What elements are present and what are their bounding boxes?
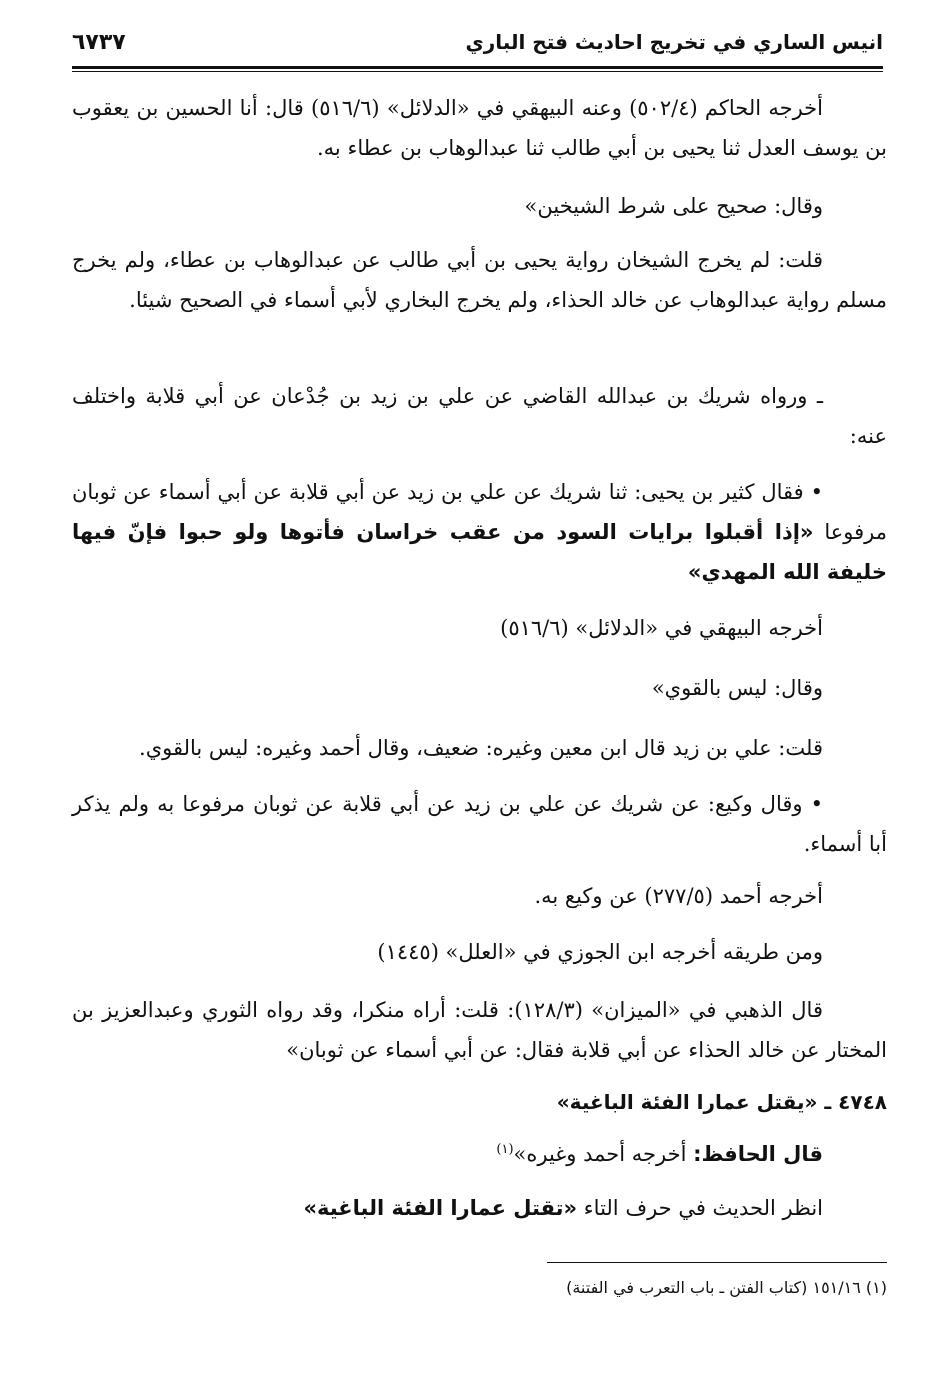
- paragraph-6: أخرجه البيهقي في «الدلائل» (٥١٦/٦): [500, 616, 823, 640]
- footnote-ref: (١): [496, 1142, 514, 1157]
- paragraph-14: [72, 1134, 887, 1174]
- header-title: انيس الساري في تخريج احاديث فتح الباري: [465, 30, 883, 54]
- paragraph-5-text: • فقال كثير بن يحيى: ثنا شريك عن علي بن زيد عن أبي قلابة عن أبي أسماء عن ثوبان مرفوعا: [72, 480, 887, 544]
- hafiz-text: أخرجه أحمد وغيره»: [513, 1142, 694, 1166]
- paragraph-1: أخرجه الحاكم (٥٠٢/٤) وعنه البيهقي في «الدلائل» (٥١٦/٦) قال: أنا الحسين بن يعقوب بن يوسف العدل ثنا يحيى بن أبي طالب ثنا عبدالوهاب بن عطاء به.: [72, 96, 887, 160]
- paragraph-10: أخرجه أحمد (٢٧٧/٥) عن وكيع به.: [534, 884, 823, 908]
- paragraph-15: [72, 1188, 887, 1228]
- paragraph-8: قلت: علي بن زيد قال ابن معين وغيره: ضعيف، وقال أحمد وغيره: ليس بالقوي.: [139, 736, 823, 760]
- hadith-quote: «إذا أقبلوا برايات السود من عقب خراسان فأتوها ولو حبوا فإنّ فيها خليفة الله المهدي»: [72, 520, 887, 584]
- page-number: ٦٧٣٧: [72, 30, 126, 55]
- cross-reference: «تقتل عمارا الفئة الباغية»: [303, 1196, 578, 1220]
- hadith-heading: ٤٧٤٨ ـ «يقتل عمارا الفئة الباغية»: [556, 1090, 887, 1114]
- footnote: (١) ١٥١/١٦ (كتاب الفتن ـ باب التعرب في الفتنة): [566, 1278, 887, 1297]
- running-header: [72, 28, 883, 68]
- paragraph-12: قال الذهبي في «الميزان» (١٢٨/٣): قلت: أراه منكرا، وقد رواه الثوري وعبدالعزيز بن المختار عن خالد الحذاء عن أبي قلابة فقال: عن أبي أسماء عن ثوبان»: [72, 998, 887, 1062]
- header-rule-thin: [72, 71, 883, 72]
- paragraph-3: قلت: لم يخرج الشيخان رواية يحيى بن أبي طالب عن عبدالوهاب بن عطاء، ولم يخرج مسلم رواية عبدالوهاب عن خالد الحذاء، ولم يخرج البخاري لأبي أسماء في الصحيح شيئا.: [72, 248, 887, 312]
- footnote-rule: [547, 1262, 887, 1263]
- hafiz-label: قال الحافظ:: [693, 1142, 823, 1166]
- header-rule: [72, 66, 883, 69]
- paragraph-4: ـ ورواه شريك بن عبدالله القاضي عن علي بن زيد بن جُدْعان عن أبي قلابة واختلف عنه:: [72, 384, 887, 448]
- paragraph-11: ومن طريقه أخرجه ابن الجوزي في «العلل» (١٤٤٥): [377, 940, 823, 964]
- paragraph-15-text: انظر الحديث في حرف التاء: [577, 1196, 823, 1220]
- paragraph-9: • وقال وكيع: عن شريك عن علي بن زيد عن أبي قلابة عن ثوبان مرفوعا به ولم يذكر أبا أسماء.: [72, 792, 887, 856]
- paragraph-7: وقال: ليس بالقوي»: [651, 676, 823, 700]
- paragraph-5: [72, 472, 887, 592]
- paragraph-2: وقال: صحيح على شرط الشيخين»: [524, 194, 823, 218]
